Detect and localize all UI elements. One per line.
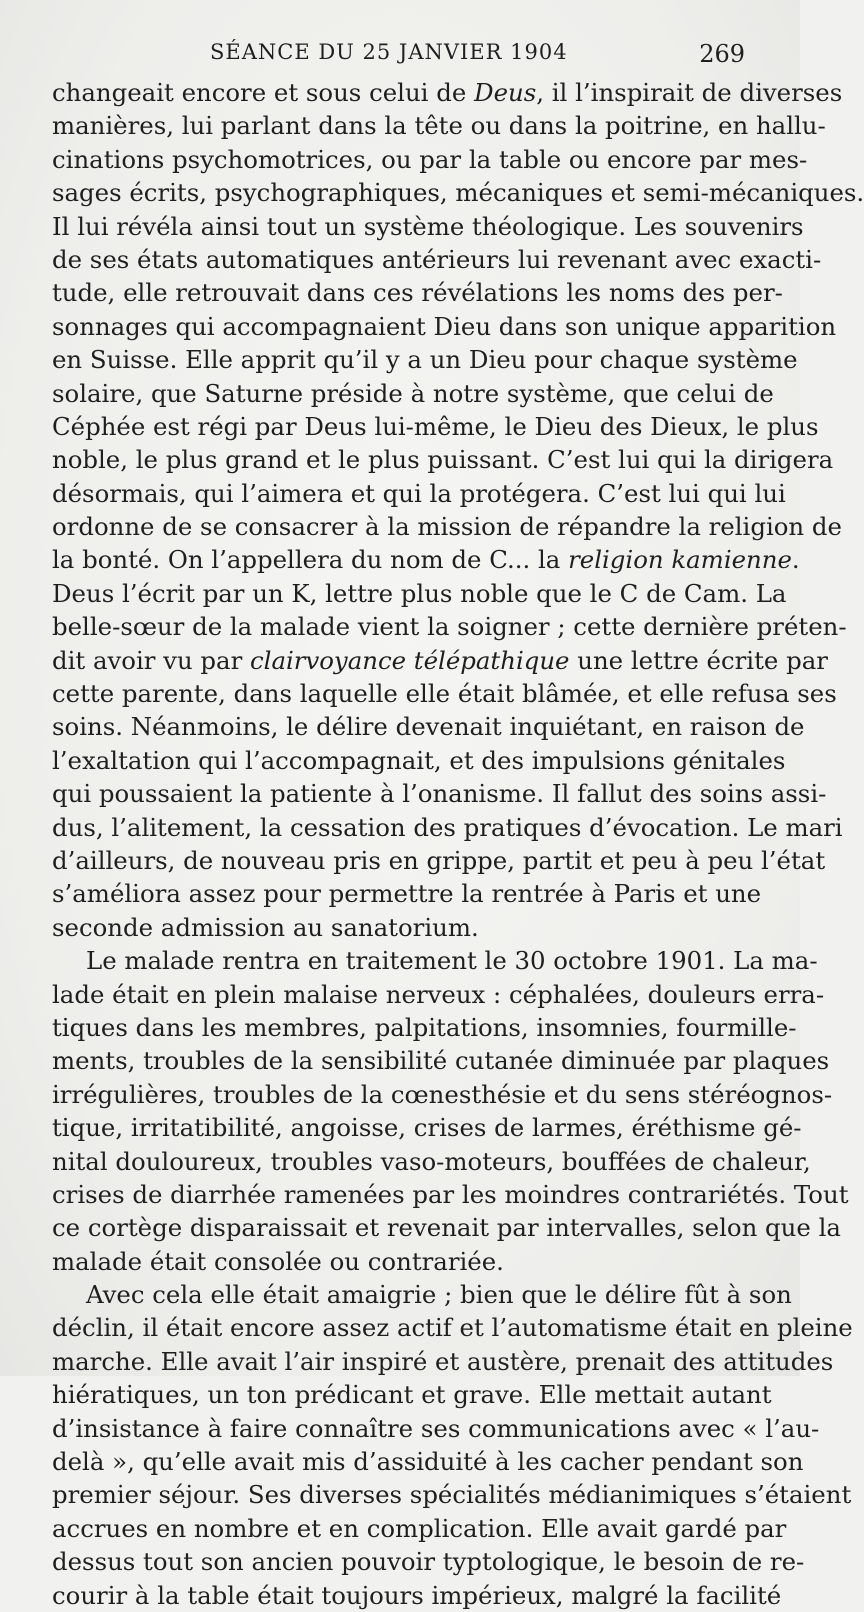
text-segment: la bonté. On l’appellera du nom de C... la xyxy=(52,545,569,575)
text-segment: l’exaltation qui l’accompagnait, et des impulsions génitales xyxy=(52,745,786,775)
body-text xyxy=(52,76,864,1612)
text-line xyxy=(52,76,843,109)
text-line xyxy=(52,1211,841,1244)
text-segment: cette parente, dans laquelle elle était blâmée, et elle refusa ses xyxy=(52,679,837,709)
text-line xyxy=(52,710,805,743)
text-segment: sonnages qui accompagnaient Dieu dans son unique apparition xyxy=(52,311,837,341)
text-line xyxy=(52,310,837,343)
text-segment: soins. Néanmoins, le délire devenait inquiétant, en raison de xyxy=(52,712,805,742)
text-line xyxy=(52,978,825,1011)
text-line xyxy=(52,777,827,810)
text-line xyxy=(52,1078,833,1111)
text-line xyxy=(52,109,826,142)
text-line xyxy=(52,1478,852,1511)
text-line xyxy=(52,1178,849,1211)
text-segment: d’ailleurs, de nouveau pris en grippe, partit et peu à peu l’état xyxy=(52,845,826,875)
text-segment: ordonne de se consacrer à la mission de répandre la religion de xyxy=(52,512,842,542)
text-segment: courir à la table était toujours impérieux, malgré la facilité xyxy=(52,1580,782,1610)
text-line xyxy=(52,1445,804,1478)
text-segment: manières, lui parlant dans la tête ou dans la poitrine, en hallu- xyxy=(52,111,826,141)
text-segment: , il l’inspirait de diverses xyxy=(536,78,843,107)
text-segment: dessus tout son ancien pouvoir typtologique, le besoin de re- xyxy=(52,1547,805,1577)
text-line xyxy=(52,1311,853,1344)
text-line xyxy=(52,677,837,710)
italic-text: clairvoyance télépathique xyxy=(250,645,570,675)
text-segment: crises de diarrhée ramenées par les moindres contrariétés. Tout xyxy=(52,1179,849,1209)
text-segment: s’améliora assez pour permettre la rentrée à Paris et une xyxy=(52,879,762,909)
text-segment: premier séjour. Ses diverses spécialités médianimiques s’étaient xyxy=(52,1480,852,1510)
text-segment: Le malade rentra en traitement le 30 octobre 1901. La ma- xyxy=(86,946,818,976)
text-segment: irrégulières, troubles de la cœnesthésie et du sens stéréognos- xyxy=(52,1079,833,1109)
text-line xyxy=(52,510,842,543)
text-line xyxy=(52,1145,811,1178)
text-line xyxy=(52,1278,792,1311)
text-line xyxy=(52,276,783,309)
text-line xyxy=(52,243,822,276)
text-line xyxy=(52,1044,830,1077)
text-segment: solaire, que Saturne préside à notre système, que celui de xyxy=(52,378,774,408)
text-line xyxy=(52,744,786,777)
text-segment: hiératiques, un ton prédicant et grave. Elle mettait autant xyxy=(52,1380,772,1410)
text-line xyxy=(52,1378,772,1411)
page-number: 269 xyxy=(699,40,745,68)
text-segment: dit avoir vu par xyxy=(52,645,250,675)
text-line xyxy=(52,1345,834,1378)
text-line xyxy=(52,543,800,576)
text-line xyxy=(52,644,828,677)
text-segment: lade était en plein malaise nerveux : céphalées, douleurs erra- xyxy=(52,979,825,1009)
text-line xyxy=(52,1245,746,1278)
running-head xyxy=(0,32,800,72)
italic-text: Deus xyxy=(474,78,537,107)
text-segment: noble, le plus grand et le plus puissant. C’est lui qui la dirigera xyxy=(52,445,834,475)
text-line xyxy=(52,1512,787,1545)
text-line xyxy=(52,410,819,443)
text-segment: tude, elle retrouvait dans ces révélations les noms des per- xyxy=(52,278,783,308)
text-segment: en Suisse. Elle apprit qu’il y a un Dieu pour chaque système xyxy=(52,345,798,375)
text-line xyxy=(52,610,847,643)
text-segment: de ses états automatiques antérieurs lui revenant avec exacti- xyxy=(52,244,822,274)
text-segment: Céphée est régi par Deus lui-même, le Dieu des Dieux, le plus xyxy=(52,411,819,441)
text-line xyxy=(52,1412,820,1445)
text-segment: d’insistance à faire connaître ses communications avec « l’au- xyxy=(52,1413,820,1443)
text-line xyxy=(52,143,808,176)
text-segment: Il lui révéla ainsi tout un système théologique. Les souvenirs xyxy=(52,211,804,241)
text-line xyxy=(52,176,864,209)
text-segment: désormais, qui l’aimera et qui la protégera. C’est lui qui lui xyxy=(52,478,786,508)
text-segment: Avec cela elle était amaigrie ; bien que le délire fût à son xyxy=(86,1280,792,1310)
running-title: SÉANCE DU 25 JANVIER 1904 xyxy=(210,40,568,64)
text-segment: delà », qu’elle avait mis d’assiduité à les cacher pendant son xyxy=(52,1447,804,1477)
text-segment: ments, troubles de la sensibilité cutanée diminuée par plaques xyxy=(52,1046,830,1076)
text-line xyxy=(52,1111,802,1144)
text-line xyxy=(52,577,787,610)
text-segment: qui poussaient la patiente à l’onanisme. Il fallut des soins assi- xyxy=(52,779,827,809)
text-line xyxy=(52,811,843,844)
italic-text: religion kamienne xyxy=(568,545,792,575)
text-segment: accrues en nombre et en complication. Elle avait gardé par xyxy=(52,1513,787,1543)
text-line xyxy=(52,944,818,977)
text-segment: déclin, il était encore assez actif et l’automatisme était en pleine xyxy=(52,1313,853,1343)
text-line xyxy=(52,1579,782,1612)
text-segment: tique, irritatibilité, angoisse, crises de larmes, éréthisme gé- xyxy=(52,1113,802,1143)
text-line xyxy=(52,1545,805,1578)
text-segment: seconde admission au sanatorium. xyxy=(52,912,479,942)
text-segment: ce cortège disparaissait et revenait par intervalles, selon que la xyxy=(52,1213,841,1243)
text-segment: marche. Elle avait l’air inspiré et austère, prenait des attitudes xyxy=(52,1346,834,1376)
text-line xyxy=(52,1011,797,1044)
text-line xyxy=(52,210,804,243)
text-line xyxy=(52,911,746,944)
text-segment: . xyxy=(791,545,800,575)
text-segment: Deus l’écrit par un K, lettre plus noble que le C de Cam. La xyxy=(52,578,787,608)
text-segment: malade était consolée ou contrariée. xyxy=(52,1246,504,1276)
text-segment: sages écrits, psychographiques, mécaniques et semi-mécaniques. xyxy=(52,178,864,208)
text-segment: belle-sœur de la malade vient la soigner ; cette dernière préten- xyxy=(52,612,847,642)
text-segment: dus, l’alitement, la cessation des pratiques d’évocation. Le mari xyxy=(52,812,843,842)
text-segment: tiques dans les membres, palpitations, insomnies, fourmille- xyxy=(52,1012,797,1042)
text-segment: une lettre écrite par xyxy=(569,645,828,675)
text-segment: changeait encore et sous celui de xyxy=(52,78,475,107)
text-line xyxy=(52,377,774,410)
text-line xyxy=(52,443,834,476)
text-line xyxy=(52,844,826,877)
text-line xyxy=(52,477,786,510)
text-line xyxy=(52,343,798,376)
text-segment: nital douloureux, troubles vaso-moteurs, bouffées de chaleur, xyxy=(52,1146,811,1176)
text-line xyxy=(52,877,762,910)
text-segment: cinations psychomotrices, ou par la table ou encore par mes- xyxy=(52,144,808,174)
